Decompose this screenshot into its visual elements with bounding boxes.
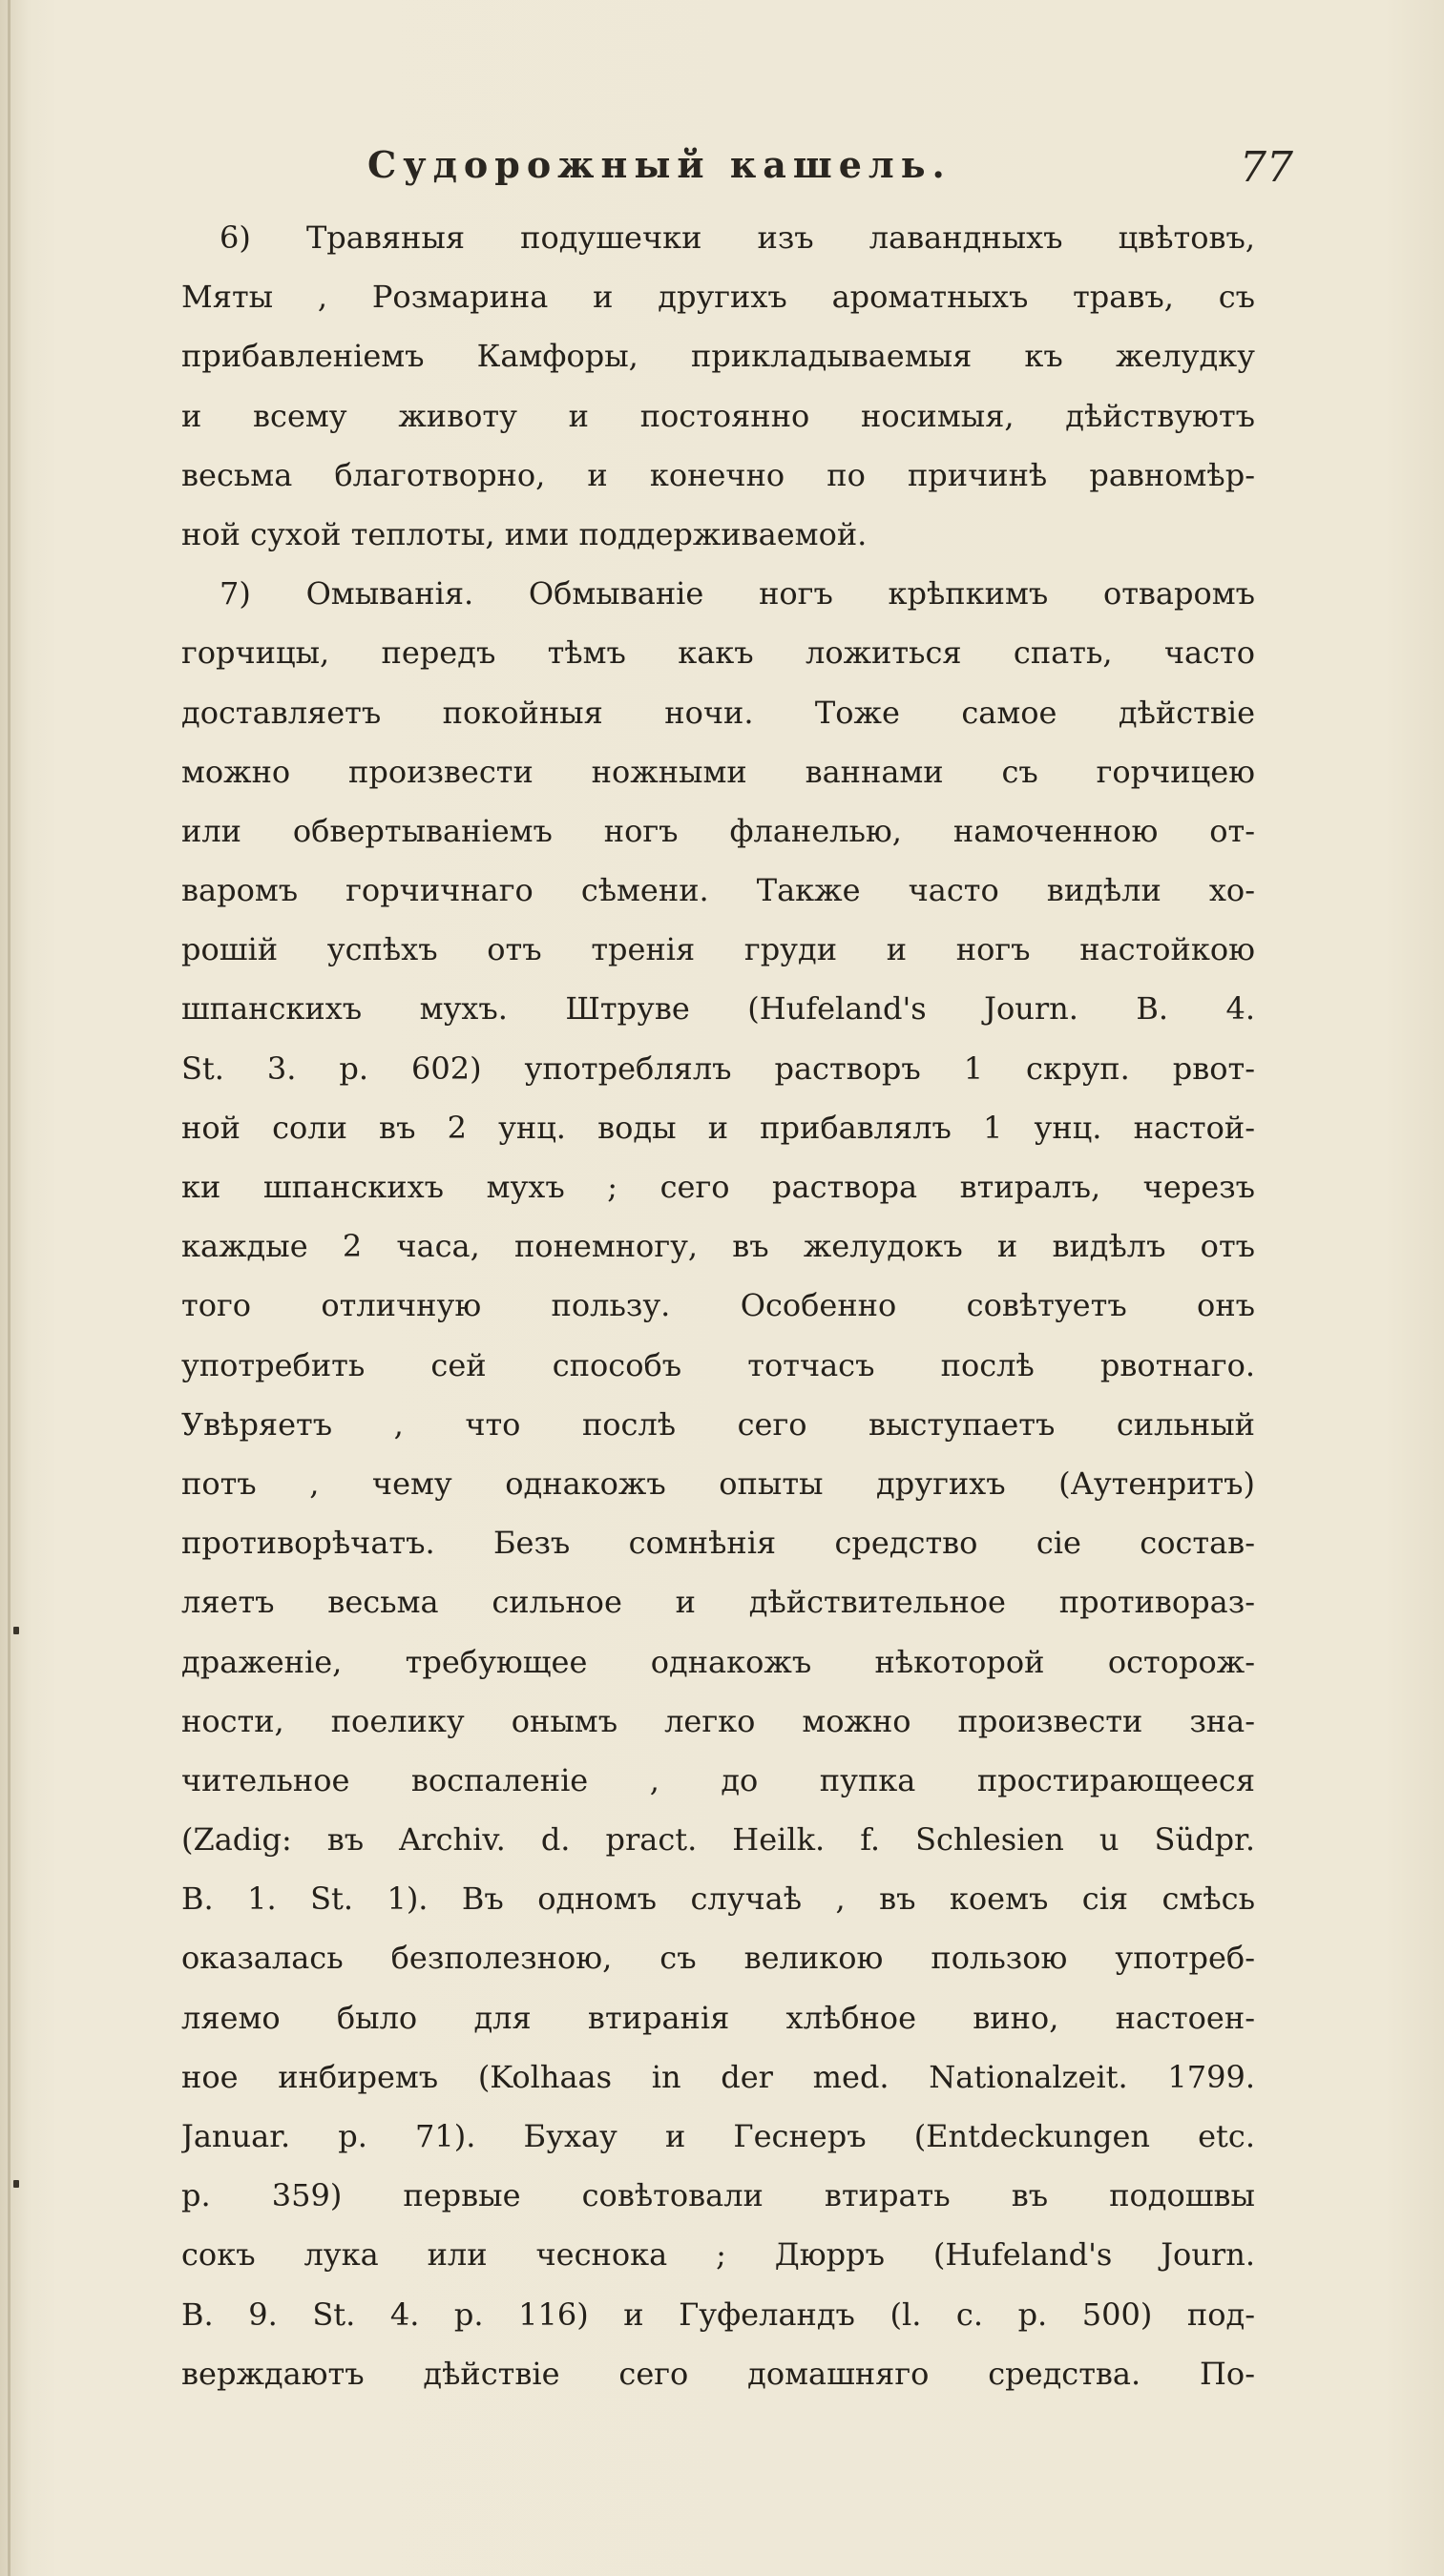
text-line: 7) Омыванія. Обмываніе ногъ крѣпкимъ отваромъ: [220, 575, 1255, 613]
text-line: противорѣчатъ. Безъ сомнѣнія средство сіе состав-: [181, 1525, 1255, 1562]
text-line: варомъ горчичнаго сѣмени. Также часто видѣли хо-: [181, 872, 1255, 909]
text-line: весьма благотворно, и конечно по причинѣ равномѣр-: [181, 456, 1255, 493]
running-title: Судорожный кашель.: [367, 143, 952, 186]
margin-mark: [13, 1627, 19, 1634]
page-edge-shadow: [8, 0, 10, 2576]
text-line: потъ , чему однакожъ опыты другихъ (Аутенритъ): [181, 1465, 1255, 1502]
text-line: и всему животу и постоянно носимыя, дѣйствуютъ: [181, 397, 1255, 434]
text-line: можно произвести ножными ваннами съ горчицею: [181, 753, 1255, 790]
text-line: ной соли въ 2 унц. воды и прибавлялъ 1 унц. настой-: [181, 1109, 1255, 1146]
text-line: того отличную пользу. Особенно совѣтуетъ онъ: [181, 1287, 1255, 1324]
text-line: ности, поелику онымъ легко можно произвести зна-: [181, 1702, 1255, 1739]
text-line: p. 359) первые совѣтовали втирать въ подошвы: [181, 2177, 1255, 2214]
text-line: Мяты , Розмарина и другихъ ароматныхъ травъ, съ: [181, 279, 1255, 316]
text-line: употребить сей способъ тотчасъ послѣ рвотнаго.: [181, 1346, 1255, 1383]
text-line: верждаютъ дѣйствіе сего домашняго средства. По-: [181, 2355, 1255, 2392]
text-line: Увѣряетъ , что послѣ сего выступаетъ сильный: [181, 1405, 1255, 1443]
text-line: горчицы, передъ тѣмъ какъ ложиться спать, часто: [181, 634, 1255, 672]
text-line: прибавленіемъ Камфоры, прикладываемыя къ желудку: [181, 338, 1255, 375]
text-line: B. 9. St. 4. p. 116) и Гуфеландъ (l. c. p. 500) под-: [181, 2296, 1255, 2333]
text-line: драженіе, требующее однакожъ нѣкоторой осторож-: [181, 1643, 1255, 1680]
text-line: или обвертываніемъ ногъ фланелью, намоченною от-: [181, 812, 1255, 849]
text-line: ляемо было для втиранія хлѣбное вино, настоен-: [181, 1999, 1255, 2036]
page-header: [367, 143, 1322, 200]
body-text: [181, 208, 1255, 2403]
text-line: (Zadig: въ Archiv. d. pract. Heilk. f. Schlesien u Südpr.: [181, 1821, 1255, 1859]
text-line: оказалась безполезною, съ великою пользою употреб-: [181, 1940, 1255, 1977]
text-line: St. 3. p. 602) употреблялъ растворъ 1 скруп. рвот-: [181, 1049, 1255, 1087]
text-line: ляетъ весьма сильное и дѣйствительное противораз-: [181, 1584, 1255, 1621]
text-line: каждые 2 часа, понемногу, въ желудокъ и видѣлъ отъ: [181, 1228, 1255, 1265]
text-line: ки шпанскихъ мухъ ; сего раствора втиралъ, черезъ: [181, 1169, 1255, 1205]
page-number: 77: [1240, 143, 1293, 192]
text-line: шпанскихъ мухъ. Штруве (Hufeland's Journ. B. 4.: [181, 990, 1255, 1028]
text-line: 6) Травяныя подушечки изъ лавандныхъ цвѣтовъ,: [220, 219, 1255, 256]
text-line: доставляетъ покойныя ночи. Тоже самое дѣйствіе: [181, 694, 1255, 731]
text-line: чительное воспаленіе , до пупка простирающееся: [181, 1761, 1255, 1798]
text-line: сокъ лука или чеснока ; Дюрръ (Hufeland's Journ.: [181, 2236, 1255, 2274]
text-line: ной сухой теплоты, ими поддерживаемой.: [181, 515, 868, 552]
text-line: Januar. p. 71). Бухау и Геснеръ (Entdeckungen etc.: [181, 2118, 1255, 2154]
text-line: рошій успѣхъ отъ тренія груди и ногъ настойкою: [181, 931, 1255, 968]
margin-mark: [13, 2180, 19, 2188]
text-line: ное инбиремъ (Kolhaas in der med. Nationalzeit. 1799.: [181, 2058, 1255, 2095]
text-line: B. 1. St. 1). Въ одномъ случаѣ , въ коемъ сія смѣсь: [181, 1880, 1255, 1918]
